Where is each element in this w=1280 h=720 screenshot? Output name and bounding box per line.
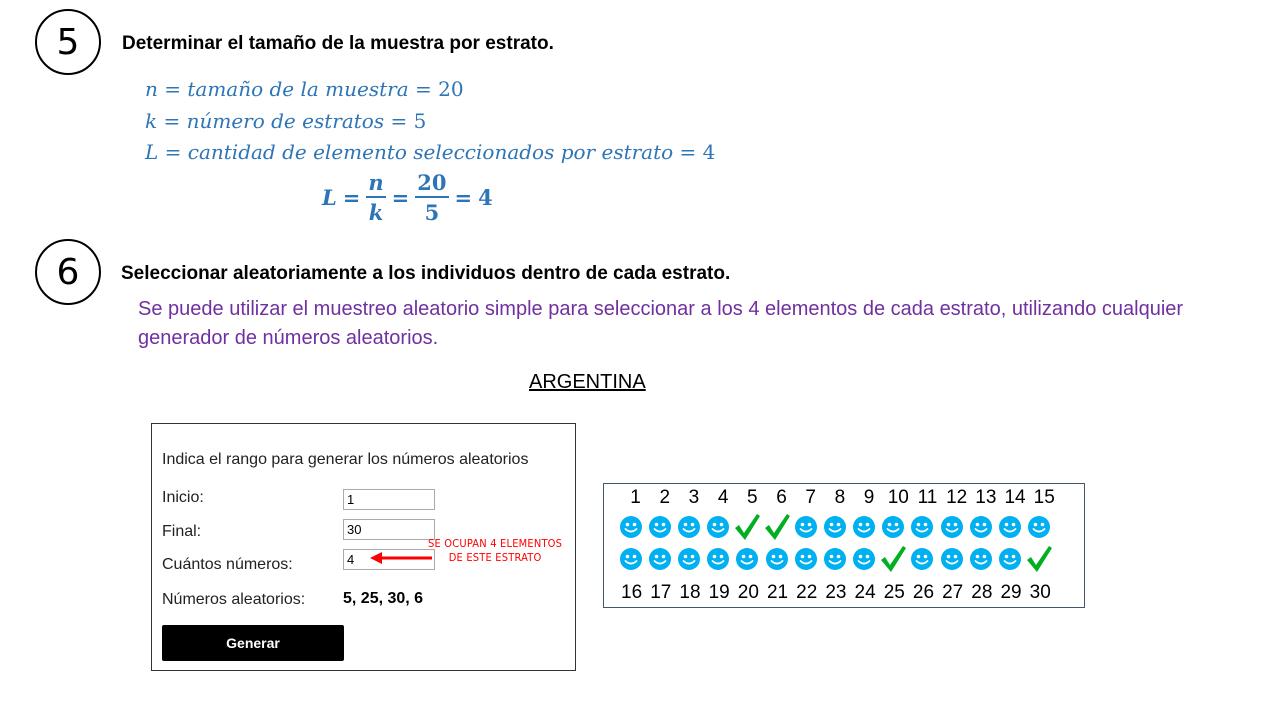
top-number-12: 12	[946, 487, 968, 508]
definition-k: k = número de estratos = 5	[145, 109, 427, 133]
smiley-icon-18	[674, 545, 703, 573]
smiley-icon-26	[908, 545, 937, 573]
bottom-number-21: 21	[766, 582, 789, 603]
step-6-badge	[35, 239, 101, 305]
step-6-description: Se puede utilizar el muestreo aleatorio simple para seleccionar a los 4 elementos de cada estrato, utilizando cualquier generador de números aleatorios.	[138, 298, 1184, 349]
smiley-icon-27	[937, 545, 966, 573]
top-number-4: 4	[717, 487, 729, 508]
smiley-icon-23	[820, 545, 849, 573]
smiley-icon-11	[908, 513, 937, 541]
bottom-number-16: 16	[621, 582, 643, 603]
definition-n: n = tamaño de la muestra = 20	[145, 77, 464, 101]
smiley-icon-15	[1025, 513, 1054, 541]
smiley-icon-3	[674, 513, 703, 541]
top-number-1: 1	[630, 487, 641, 508]
sample-size-formula: L = $\frac{n}{k}$ = $\frac{20}{5}$ = 4	[322, 170, 493, 225]
smiley-icon-19	[704, 545, 733, 573]
smiley-icon-12	[937, 513, 966, 541]
smiley-icon-21	[762, 545, 791, 573]
bottom-number-24: 24	[854, 582, 876, 603]
top-icon-row	[616, 513, 1054, 541]
smiley-icon-10	[879, 513, 908, 541]
top-number-3: 3	[688, 487, 700, 508]
fraction-20-over-5: $\frac{20}{5}$	[417, 170, 447, 225]
smiley-icon-20	[733, 545, 762, 573]
smiley-icon-4	[704, 513, 733, 541]
start-label: Inicio:	[162, 489, 204, 506]
red-arrow-icon	[370, 552, 432, 564]
smiley-icon-2	[645, 513, 674, 541]
count-label: Cuántos números:	[162, 556, 293, 573]
smiley-icon-17	[645, 545, 674, 573]
bottom-number-row	[617, 582, 1055, 604]
bottom-number-22: 22	[796, 582, 818, 603]
bottom-number-20: 20	[737, 582, 759, 603]
bottom-number-17: 17	[650, 582, 672, 603]
result-label: Números aleatorios:	[162, 591, 306, 608]
smiley-icon-7	[791, 513, 820, 541]
generator-prompt: Indica el rango para generar los números aleatorios	[162, 451, 529, 468]
bottom-number-26: 26	[912, 582, 935, 603]
smiley-icon-14	[995, 513, 1024, 541]
top-number-5: 5	[747, 487, 758, 508]
smiley-icon-24	[850, 545, 879, 573]
population-grid	[603, 483, 1085, 608]
top-number-9: 9	[863, 487, 875, 508]
step-5-number: 5	[56, 21, 80, 63]
step-5-badge	[35, 9, 101, 75]
fraction-n-over-k: $\frac{n}{k}$	[368, 170, 384, 225]
result-value: 5, 25, 30, 6	[343, 590, 424, 607]
smiley-icon-28	[966, 545, 995, 573]
end-label: Final:	[162, 523, 202, 540]
start-input[interactable]	[343, 489, 435, 510]
bottom-number-27: 27	[942, 582, 964, 603]
bottom-icon-row	[616, 545, 1054, 573]
bottom-number-19: 19	[708, 582, 730, 603]
top-number-15: 15	[1033, 487, 1055, 508]
smiley-icon-1	[616, 513, 645, 541]
step-5-title: Determinar el tamaño de la muestra por estrato.	[122, 33, 554, 54]
check-icon-25	[879, 545, 908, 573]
step-6-number: 6	[56, 251, 80, 293]
top-number-6: 6	[776, 487, 787, 508]
smiley-icon-13	[966, 513, 995, 541]
top-number-14: 14	[1004, 487, 1026, 508]
bottom-number-30: 30	[1029, 582, 1051, 603]
stratum-name: ARGENTINA	[529, 371, 646, 393]
step-6-title: Seleccionar aleatoriamente a los individuos dentro de cada estrato.	[121, 263, 731, 284]
check-icon-30	[1025, 545, 1054, 573]
top-number-2: 2	[659, 487, 671, 508]
top-number-8: 8	[834, 487, 846, 508]
smiley-icon-22	[791, 545, 820, 573]
smiley-icon-9	[850, 513, 879, 541]
smiley-icon-8	[820, 513, 849, 541]
annotation-note: SE OCUPAN 4 ELEMENTOS DE ESTE ESTRATO	[428, 537, 563, 564]
top-number-11: 11	[917, 487, 938, 508]
definition-L: L = cantidad de elemento seleccionados por estrato = 4	[145, 140, 716, 164]
top-number-10: 10	[887, 487, 909, 508]
check-icon-6	[762, 513, 791, 541]
smiley-icon-29	[995, 545, 1024, 573]
check-icon-5	[733, 513, 762, 541]
top-number-row	[621, 487, 1059, 509]
generate-button[interactable]: Generar	[162, 625, 344, 661]
smiley-icon-16	[616, 545, 645, 573]
bottom-number-29: 29	[1000, 582, 1022, 603]
bottom-number-18: 18	[679, 582, 701, 603]
bottom-number-23: 23	[825, 582, 847, 603]
bottom-number-25: 25	[883, 582, 905, 603]
top-number-13: 13	[975, 487, 997, 508]
top-number-7: 7	[805, 487, 816, 508]
end-input[interactable]	[343, 519, 435, 540]
bottom-number-28: 28	[971, 582, 993, 603]
